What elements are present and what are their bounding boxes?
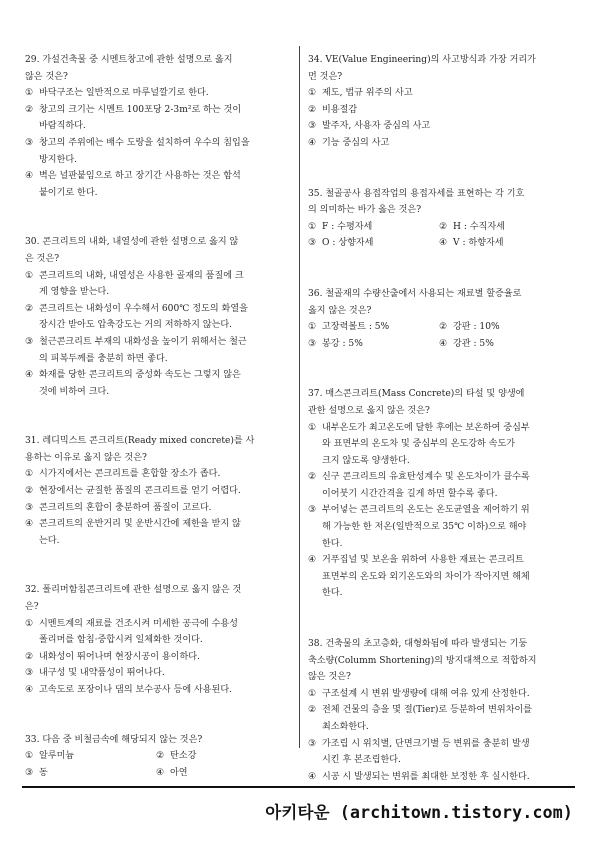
option-row bbox=[308, 336, 570, 353]
option-row bbox=[25, 765, 287, 782]
option-4 bbox=[25, 516, 287, 549]
option-row bbox=[308, 235, 570, 252]
option-number: ② bbox=[25, 303, 34, 314]
option-number: ③ bbox=[25, 668, 34, 679]
question-35 bbox=[308, 186, 570, 252]
question-38-stem bbox=[308, 636, 570, 686]
option-text: 한다. bbox=[322, 538, 343, 549]
option-number: ② bbox=[25, 104, 34, 115]
option-number: ① bbox=[25, 88, 34, 99]
option-number: ④ bbox=[308, 771, 317, 782]
option-number: ③ bbox=[25, 137, 34, 148]
footer-rule bbox=[22, 786, 575, 788]
option-3 bbox=[308, 118, 570, 135]
option-4 bbox=[25, 367, 287, 400]
option-4 bbox=[25, 168, 287, 201]
option-text: 시킨 후 본조립한다. bbox=[322, 755, 401, 766]
option-1 bbox=[308, 219, 439, 236]
option-text: 전체 건물의 층을 몇 절(Tier)로 등분하여 변위차이를 bbox=[322, 705, 533, 716]
option-1 bbox=[308, 420, 570, 470]
option-2 bbox=[25, 483, 287, 500]
option-text: 발주자, 사용자 중심의 사고 bbox=[322, 121, 431, 132]
stem-line: 37. 매스콘크리트(Mass Concrete)의 타설 및 양생에 bbox=[308, 389, 525, 400]
option-3 bbox=[25, 334, 287, 367]
option-1 bbox=[25, 85, 287, 102]
option-text: 붙이기로 한다. bbox=[39, 187, 98, 198]
option-text: 아연 bbox=[170, 767, 188, 778]
column-divider bbox=[299, 46, 300, 748]
stem-line: 관한 설명으로 옳지 않은 것은? bbox=[308, 405, 430, 416]
stem-line: 36. 철골재의 수량산출에서 사용되는 재료별 할증율로 bbox=[308, 288, 522, 299]
stem-line: 은 것은? bbox=[25, 253, 60, 264]
option-row bbox=[308, 219, 570, 236]
option-number: ② bbox=[156, 751, 165, 762]
question-31 bbox=[25, 433, 287, 549]
option-text: 벽은 널판붙임으로 하고 장기간 사용하는 것은 함석 bbox=[39, 171, 241, 182]
option-text: 창고의 주위에는 배수 도랑을 설치하여 우수의 침입을 bbox=[39, 137, 250, 148]
question-32-stem bbox=[25, 582, 287, 615]
option-text: 이어붓기 시간간격을 길게 하면 할수록 좋다. bbox=[322, 488, 498, 499]
stem-line: 의 의미하는 바가 옳은 것은? bbox=[308, 205, 422, 216]
option-text: 장시간 받아도 압축강도는 거의 저하하지 않는다. bbox=[39, 320, 233, 331]
question-30 bbox=[25, 234, 287, 400]
option-number: ③ bbox=[308, 238, 317, 249]
option-number: ② bbox=[439, 322, 448, 333]
option-4 bbox=[439, 235, 570, 252]
option-text: 내부온도가 최고온도에 달한 후에는 보온하여 중심부 bbox=[322, 422, 530, 433]
option-text: 시가지에서는 콘크리트를 혼합할 장소가 좁다. bbox=[39, 469, 221, 480]
option-2 bbox=[308, 469, 570, 502]
question-34-stem bbox=[308, 52, 570, 85]
option-text: 알루미늄 bbox=[39, 751, 75, 762]
question-37-stem bbox=[308, 386, 570, 419]
option-1 bbox=[308, 85, 570, 102]
option-1 bbox=[25, 466, 287, 483]
option-text: 철근콘크리트 부재의 내화성을 높이기 위해서는 철근 bbox=[39, 336, 247, 347]
option-number: ④ bbox=[439, 238, 448, 249]
option-text: 구조설계 시 변위 발생량에 대해 여유 있게 산정한다. bbox=[322, 688, 530, 699]
option-2 bbox=[25, 102, 287, 135]
option-number: ① bbox=[25, 469, 34, 480]
option-text: 기능 중심의 사고 bbox=[322, 137, 390, 148]
question-34 bbox=[308, 52, 570, 152]
question-35-stem bbox=[308, 186, 570, 219]
option-4 bbox=[156, 765, 287, 782]
question-30-stem bbox=[25, 234, 287, 267]
option-text: 내구성 및 내약품성이 뛰어나다. bbox=[39, 668, 165, 679]
option-text: 와 표면부의 온도차 및 중심부의 온도강하 속도가 bbox=[322, 439, 516, 450]
stem-line: 38. 건축물의 초고층화, 대형화됨에 따라 발생되는 기둥 bbox=[308, 639, 528, 650]
option-text: 내화성이 뛰어나며 현장시공이 용이하다. bbox=[39, 651, 200, 662]
option-number: ④ bbox=[308, 555, 317, 566]
option-text: 콘크리트의 운반거리 및 운반시간에 제한을 받지 않 bbox=[39, 519, 241, 530]
option-3 bbox=[308, 235, 439, 252]
stem-line: 31. 레디믹스트 콘크리트(Ready mixed concrete)를 사 bbox=[25, 436, 255, 447]
question-33-stem bbox=[25, 732, 287, 749]
option-number: ② bbox=[25, 486, 34, 497]
option-text: 한다. bbox=[322, 588, 343, 599]
option-text: 창고의 크기는 시멘트 100포당 2-3m²로 하는 것이 bbox=[39, 104, 242, 115]
option-1 bbox=[25, 616, 287, 649]
option-number: ② bbox=[308, 472, 317, 483]
option-text: 비용절감 bbox=[322, 104, 358, 115]
option-text: 크지 않도록 양생한다. bbox=[322, 455, 410, 466]
option-text: 의 피복두께를 충분히 하면 좋다. bbox=[39, 353, 168, 364]
option-number: ③ bbox=[308, 121, 317, 132]
option-text: 봉강 : 5% bbox=[322, 338, 363, 349]
option-number: ② bbox=[308, 705, 317, 716]
option-text: 는다. bbox=[39, 535, 60, 546]
option-text: 최소화한다. bbox=[322, 722, 369, 732]
option-2 bbox=[439, 219, 570, 236]
question-36-stem bbox=[308, 286, 570, 319]
question-31-stem bbox=[25, 433, 287, 466]
option-text: 콘크리트의 혼합이 충분하여 품질이 고르다. bbox=[39, 502, 212, 513]
option-number: ② bbox=[439, 221, 448, 232]
option-text: O : 상향자세 bbox=[322, 238, 374, 249]
option-2 bbox=[308, 102, 570, 119]
option-1 bbox=[25, 268, 287, 301]
stem-line: 은? bbox=[25, 602, 39, 613]
option-3 bbox=[308, 502, 570, 552]
option-3 bbox=[25, 665, 287, 682]
option-text: 표면부의 온도와 외기온도와의 차이가 작아지면 해체 bbox=[322, 571, 530, 582]
option-1 bbox=[308, 319, 439, 336]
option-3 bbox=[308, 336, 439, 353]
option-text: H : 수직자세 bbox=[453, 221, 505, 232]
option-number: ④ bbox=[25, 685, 34, 695]
option-number: ④ bbox=[156, 767, 165, 778]
option-3 bbox=[25, 500, 287, 517]
option-text: 동 bbox=[39, 767, 48, 778]
option-number: ① bbox=[308, 221, 317, 232]
option-text: V : 하향자세 bbox=[453, 238, 504, 249]
option-text: 바람직하다. bbox=[39, 121, 86, 132]
option-text: 방지한다. bbox=[39, 154, 78, 165]
option-number: ③ bbox=[25, 336, 34, 347]
question-29-stem bbox=[25, 52, 287, 85]
option-number: ① bbox=[308, 422, 317, 433]
option-2 bbox=[25, 301, 287, 334]
stem-line: 30. 콘크리트의 내화, 내열성에 관한 설명으로 옳지 않 bbox=[25, 237, 239, 248]
option-4 bbox=[439, 336, 570, 353]
question-33 bbox=[25, 732, 287, 782]
option-number: ① bbox=[308, 88, 317, 99]
option-text: 콘크리트는 내화성이 우수해서 600℃ 정도의 화열을 bbox=[39, 303, 248, 314]
option-number: ③ bbox=[308, 505, 317, 516]
option-3 bbox=[25, 765, 156, 782]
left-column bbox=[25, 52, 287, 781]
option-number: ③ bbox=[25, 767, 34, 778]
option-2 bbox=[156, 748, 287, 765]
stem-line: 34. VE(Value Engineering)의 사고방식과 가장 거리가 bbox=[308, 55, 536, 65]
option-text: 제도, 법규 위주의 사고 bbox=[322, 88, 413, 99]
option-text: 폴리머를 함침·중합시켜 일체화한 것이다. bbox=[39, 635, 203, 646]
option-4 bbox=[308, 135, 570, 152]
question-29 bbox=[25, 52, 287, 201]
option-text: 가조립 시 위치별, 단면크기별 등 변위를 충분히 발생 bbox=[322, 738, 530, 749]
stem-line: 먼 것은? bbox=[308, 71, 343, 82]
option-number: ② bbox=[25, 651, 34, 662]
option-number: ④ bbox=[25, 171, 34, 182]
option-4 bbox=[308, 769, 570, 786]
option-1 bbox=[25, 748, 156, 765]
option-2 bbox=[439, 319, 570, 336]
option-number: ④ bbox=[25, 519, 34, 530]
option-4 bbox=[308, 552, 570, 602]
option-number: ① bbox=[25, 751, 34, 762]
option-text: 것에 비하여 크다. bbox=[39, 386, 110, 397]
option-text: 고속도로 포장이나 댐의 보수공사 등에 사용된다. bbox=[39, 685, 233, 695]
right-column bbox=[308, 52, 570, 785]
option-number: ④ bbox=[308, 137, 317, 148]
option-1 bbox=[308, 686, 570, 703]
option-text: 콘크리트의 내화, 내열성은 사용한 골재의 품질에 크 bbox=[39, 270, 244, 281]
option-text: 시공 시 발생되는 변위를 최대한 보정한 후 실시한다. bbox=[322, 771, 530, 782]
question-38 bbox=[308, 636, 570, 785]
question-32 bbox=[25, 582, 287, 698]
option-text: 바닥구조는 일반적으로 마루널깔기로 한다. bbox=[39, 88, 209, 99]
option-number: ③ bbox=[308, 338, 317, 349]
option-number: ③ bbox=[25, 502, 34, 513]
stem-line: 29. 가설건축물 중 시멘트창고에 관한 설명으로 옳지 bbox=[25, 55, 233, 65]
option-number: ① bbox=[308, 688, 317, 699]
stem-line: 32. 폴리머함침콘크리트에 관한 설명으로 옳지 않은 것 bbox=[25, 585, 242, 596]
stem-line: 옳지 않은 것은? bbox=[308, 305, 372, 316]
question-36 bbox=[308, 286, 570, 352]
option-2 bbox=[308, 702, 570, 735]
footer-site-credit: 아키타운 (architown.tistory.com) bbox=[265, 803, 573, 822]
option-4 bbox=[25, 682, 287, 699]
option-3 bbox=[308, 736, 570, 769]
option-text: 현장에서는 균질한 품질의 콘크리트를 얻기 어렵다. bbox=[39, 486, 241, 497]
option-text: 강관 : 5% bbox=[453, 338, 494, 349]
option-text: 게 영향을 받는다. bbox=[39, 287, 110, 298]
option-number: ④ bbox=[439, 338, 448, 349]
stem-line: 않은 것은? bbox=[25, 71, 68, 82]
option-number: ② bbox=[308, 104, 317, 115]
option-text: 화재를 당한 콘크리트의 중성화 속도는 그렇지 않은 bbox=[39, 370, 241, 381]
stem-line: 용하는 이유로 옳지 않은 것은? bbox=[25, 452, 147, 463]
stem-line: 축소량(Columm Shortening)의 방지대책으로 적합하지 bbox=[308, 655, 537, 666]
stem-line: 33. 다음 중 비철금속에 해당되지 않는 것은? bbox=[25, 734, 203, 745]
option-row bbox=[25, 748, 287, 765]
option-text: 고장력볼트 : 5% bbox=[322, 322, 390, 333]
option-text: 부어넣는 콘크리트의 온도는 온도균열을 제어하기 위 bbox=[322, 505, 530, 516]
option-text: 강판 : 10% bbox=[453, 322, 500, 333]
option-text: 해 가능한 한 저온(일반적으로 35℃ 이하)으로 해야 bbox=[322, 522, 527, 533]
option-text: 탄소강 bbox=[170, 751, 197, 762]
stem-line: 35. 철골공사 용접작업의 용접자세를 표현하는 각 기호 bbox=[308, 188, 525, 199]
option-2 bbox=[25, 649, 287, 666]
stem-line: 않은 것은? bbox=[308, 672, 351, 683]
option-text: 시멘트계의 재료를 건조시켜 미세한 공극에 수용성 bbox=[39, 618, 238, 629]
option-number: ① bbox=[25, 270, 34, 281]
option-3 bbox=[25, 135, 287, 168]
option-row bbox=[308, 319, 570, 336]
option-text: 거푸집널 및 보온을 위하여 사용한 재료는 콘크리트 bbox=[322, 555, 524, 566]
option-number: ③ bbox=[308, 738, 317, 749]
option-text: F : 수평자세 bbox=[322, 221, 373, 232]
option-number: ④ bbox=[25, 370, 34, 381]
option-text: 신구 콘크리트의 유효탄성계수 및 온도차이가 클수록 bbox=[322, 472, 530, 483]
option-number: ① bbox=[308, 322, 317, 333]
question-37 bbox=[308, 386, 570, 602]
option-number: ① bbox=[25, 618, 34, 629]
